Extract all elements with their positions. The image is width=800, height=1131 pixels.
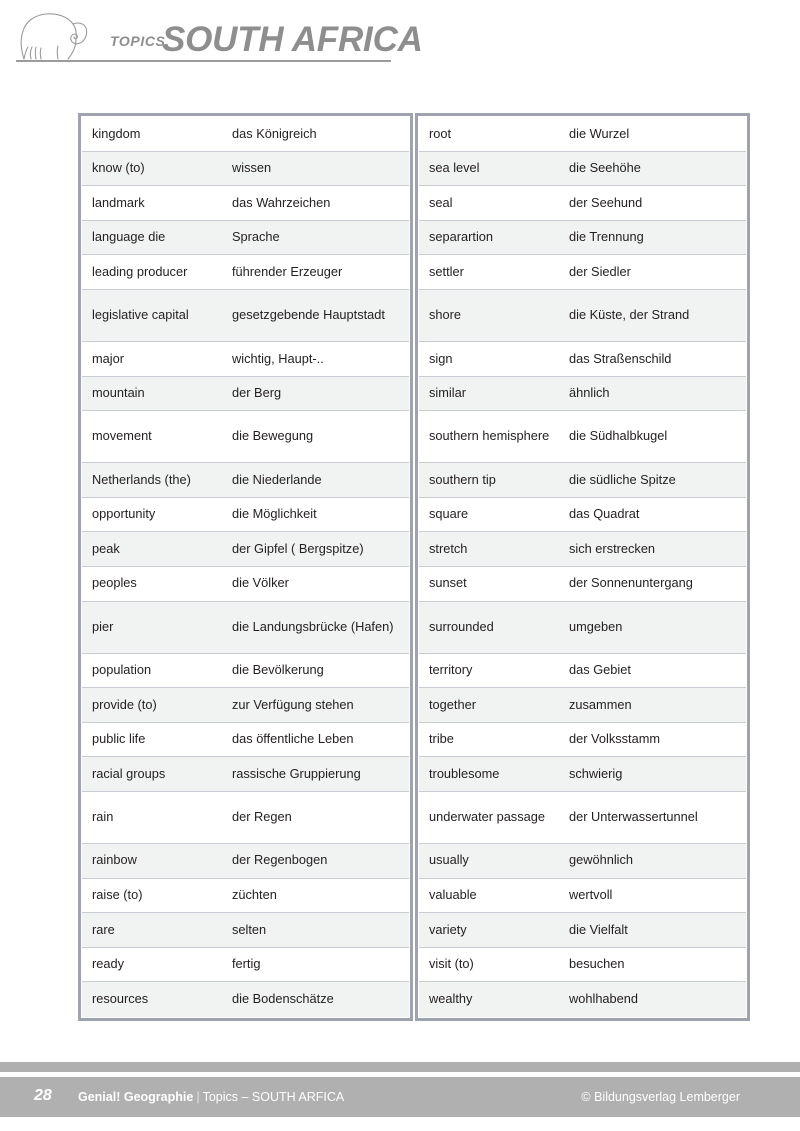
vocab-term-english: peoples [92,575,137,591]
table-row [82,532,409,567]
vocab-term-english: know (to) [92,160,145,176]
vocab-term-german: das Straßenschild [569,350,672,366]
table-row [82,844,409,879]
vocab-term-german: der Gipfel ( Bergspitze) [232,540,364,556]
table-row [419,792,746,844]
vocab-term-english: southern tip [429,471,496,487]
vocabulary-tables [78,113,754,1021]
footer-book-title: Genial! Geographie [78,1090,194,1104]
vocab-term-german: die Trennung [569,229,644,245]
vocab-term-german: führender Erzeuger [232,263,343,279]
vocab-term-english: root [429,125,452,141]
header-eyebrow: TOPICS [110,33,166,49]
table-row [82,723,409,758]
vocab-term-english: movement [92,428,152,444]
vocab-term-german: das Königreich [232,125,317,141]
table-row [82,567,409,602]
table-row [82,792,409,844]
table-row [419,290,746,342]
vocab-term-english: kingdom [92,125,141,141]
vocab-term-german: wertvoll [569,887,613,903]
vocab-term-english: peak [92,540,120,556]
vocab-term-german: das öffentliche Leben [232,731,354,747]
vocab-term-german: fertig [232,956,261,972]
vocab-term-german: wissen [232,160,272,176]
vocab-term-english: Netherlands (the) [92,471,191,487]
table-row [82,117,409,152]
vocab-term-english: stretch [429,540,468,556]
vocab-term-english: language die [92,229,166,245]
table-row [419,879,746,914]
table-row [419,532,746,567]
vocab-term-english: sign [429,350,453,366]
table-row [419,498,746,533]
table-row [419,688,746,723]
footer-copyright: © Bildungsverlag Lemberger [581,1090,740,1104]
table-row [82,152,409,187]
vocab-term-english: underwater passage [429,809,545,825]
vocab-term-english: territory [429,662,473,678]
table-row [82,377,409,412]
table-row [82,879,409,914]
vocab-term-german: züchten [232,887,277,903]
table-row [82,463,409,498]
vocab-term-german: das Wahrzeichen [232,194,331,210]
vocabulary-table-right [415,113,750,1021]
table-row [419,723,746,758]
vocab-term-german: der Siedler [569,263,631,279]
vocab-term-english: leading producer [92,263,188,279]
vocab-term-german: wohlhabend [569,991,639,1007]
vocab-term-german: der Regen [232,809,292,825]
vocab-term-english: legislative capital [92,307,189,323]
table-row [419,463,746,498]
vocab-term-german: die Küste, der Strand [569,307,690,323]
table-row [82,290,409,342]
table-row [419,948,746,983]
vocab-term-english: tribe [429,731,454,747]
vocab-term-english: sea level [429,160,480,176]
table-row [419,757,746,792]
vocab-term-german: die südliche Spitze [569,471,676,487]
vocab-term-german: schwierig [569,765,623,781]
vocab-term-german: die Bodenschätze [232,991,334,1007]
vocab-term-english: troublesome [429,765,500,781]
table-row [82,342,409,377]
vocab-term-english: public life [92,731,146,747]
vocab-term-german: gesetzgebende Hauptstadt [232,307,385,323]
table-row [419,255,746,290]
vocab-term-english: rare [92,921,115,937]
vocab-term-german: der Unterwassertunnel [569,809,698,825]
vocab-term-german: die Südhalbkugel [569,428,668,444]
vocab-term-german: der Seehund [569,194,643,210]
table-row [82,221,409,256]
vocab-term-english: landmark [92,194,145,210]
vocab-term-german: besuchen [569,956,625,972]
vocab-term-english: southern hemisphere [429,428,550,444]
page-header [0,0,800,86]
table-row [82,757,409,792]
vocab-term-german: der Regenbogen [232,852,328,868]
table-row [419,152,746,187]
vocab-term-english: mountain [92,385,145,401]
vocab-term-english: rain [92,809,114,825]
table-row [419,117,746,152]
page-number: 28 [34,1087,52,1104]
footer-separator: | [196,1090,200,1104]
table-row [419,844,746,879]
table-row [419,654,746,689]
page-title: SOUTH AFRICA [162,20,423,59]
vocab-term-german: die Bewegung [232,428,314,444]
table-row [82,498,409,533]
vocab-term-german: die Vielfalt [569,921,628,937]
vocab-term-german: selten [232,921,267,937]
vocab-term-english: seal [429,194,453,210]
vocab-term-german: die Seehöhe [569,160,641,176]
vocab-term-english: similar [429,385,466,401]
vocab-term-german: ähnlich [569,385,610,401]
table-row [82,411,409,463]
vocab-term-english: rainbow [92,852,137,868]
vocab-term-english: opportunity [92,506,156,522]
vocab-term-german: die Bevölkerung [232,662,324,678]
table-row [82,688,409,723]
page-footer [0,1077,800,1117]
vocab-term-english: population [92,662,152,678]
footer-accent-bar [0,1062,800,1072]
table-row [419,377,746,412]
vocab-term-english: raise (to) [92,887,143,903]
vocab-term-german: die Wurzel [569,125,630,141]
vocab-term-german: umgeben [569,618,623,634]
elephant-outline-icon [16,10,108,62]
vocab-term-english: shore [429,307,462,323]
vocab-term-german: die Landungsbrücke (Hafen) [232,618,394,634]
table-row [419,982,746,1017]
vocab-term-german: Sprache [232,229,280,245]
table-row [419,602,746,654]
table-row [419,411,746,463]
vocab-term-german: die Möglichkeit [232,506,317,522]
vocab-term-english: valuable [429,887,477,903]
vocab-term-english: wealthy [429,991,473,1007]
vocab-term-english: provide (to) [92,696,157,712]
vocab-term-german: die Niederlande [232,471,322,487]
vocab-term-english: variety [429,921,467,937]
footer-title-group [78,1090,344,1104]
vocab-term-english: usually [429,852,469,868]
table-row [419,221,746,256]
vocab-term-english: separartion [429,229,494,245]
table-row [419,567,746,602]
footer-chapter: Topics – SOUTH ARFICA [202,1090,345,1104]
table-row [82,186,409,221]
vocab-term-german: sich erstrecken [569,540,656,556]
table-row [82,913,409,948]
table-row [419,913,746,948]
vocab-term-german: das Gebiet [569,662,631,678]
vocab-term-german: zusammen [569,696,632,712]
vocab-term-english: resources [92,991,149,1007]
vocab-term-english: surrounded [429,618,494,634]
table-row [82,255,409,290]
vocab-term-english: racial groups [92,765,166,781]
table-row [82,654,409,689]
vocab-term-english: together [429,696,476,712]
vocab-term-german: der Sonnenuntergang [569,575,693,591]
vocab-term-german: der Volksstamm [569,731,661,747]
vocab-term-german: der Berg [232,385,282,401]
table-row [419,342,746,377]
vocab-term-english: sunset [429,575,467,591]
vocab-term-english: pier [92,618,114,634]
vocab-term-german: zur Verfügung stehen [232,696,354,712]
vocab-term-english: visit (to) [429,956,474,972]
vocab-term-english: major [92,350,124,366]
vocab-term-german: wichtig, Haupt-.. [232,350,324,366]
vocab-term-german: das Quadrat [569,506,640,522]
vocab-term-english: square [429,506,469,522]
table-row [82,982,409,1017]
vocab-term-german: die Völker [232,575,289,591]
vocab-term-german: rassische Gruppierung [232,765,361,781]
vocab-term-german: gewöhnlich [569,852,634,868]
table-row [82,948,409,983]
vocabulary-table-left [78,113,413,1021]
table-row [82,602,409,654]
table-row [419,186,746,221]
vocab-term-english: ready [92,956,125,972]
vocab-term-english: settler [429,263,464,279]
